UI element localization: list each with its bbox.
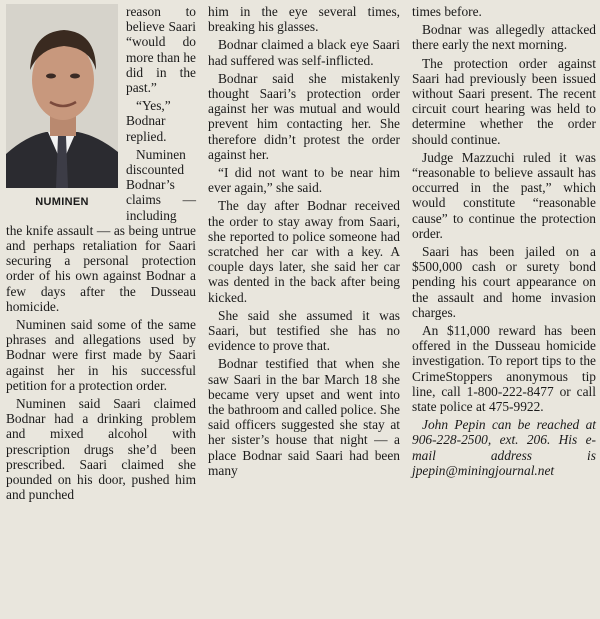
portrait-photo [6,4,118,188]
paragraph: reason to believe Saari “would do more than he did in the past.” [126,4,196,96]
photo-caption: NUMINEN [35,196,89,208]
paragraph: Saari has been jailed on a $500,000 cash or surety bond pending his court appearance on the assault and home invasion charges. [412,244,596,320]
paragraph: Numinen said some of the same phrases and allegations used by Bodnar were first made by Saari against her in his successful petition for a protection order. [6,317,196,393]
article-column-1 [6,4,196,506]
paragraph: An $11,000 reward has been offered in the Dusseau homicide investigation. To report tips to the CrimeStoppers anonymous tip line, call 1-800-222-8477 or call state police at 475-9922. [412,323,596,415]
paragraph: times before. [412,4,482,19]
article-column-3 [412,4,596,481]
paragraph: Bodnar was allegedly attacked there early the next morning. [412,22,596,53]
paragraph: Numinen said Saari claimed Bodnar had a drinking problem and mixed alcohol with prescription drugs she’d been prescribed. Saari claimed she pounded on his door, pushed him and punched [6,396,196,503]
paragraph: Numinen discounted Bodnar’s claims — including the knife assault — as being untrue and perhaps retaliation for Saari securing a personal protection order of his own against Bodnar a few days after the Dusseau homicide. [6,146,196,314]
paragraph: Bodnar testified that when she saw Saari in the bar March 18 she became very upset and went into the bathroom and called police. She said officers suggested she stay at her sister’s house that night — a place Bodnar said Saari had been many [208,356,400,478]
paragraph: The protection order against Saari had previously been issued without Saari present. The recent circuit court hearing was held to determine whether the order should continue. [412,55,596,147]
paragraph: “I did not want to be near him ever again,” she said. [208,165,400,196]
paragraph: The day after Bodnar received the order to stay away from Saari, she reported to police someone had scratched her car with a key. A couple days later, she said her car was dented in the back after being kicked. [208,198,400,305]
photo-block [6,4,118,210]
paragraph: Bodnar claimed a black eye Saari had suffered was self-inflicted. [208,37,400,68]
paragraph: “Yes,” Bodnar replied. [126,98,171,144]
article-column-2 [208,4,400,481]
paragraph: him in the eye several times, breaking his glasses. [208,4,400,35]
author-signature: John Pepin can be reached at 906-228-2500, ext. 206. His e-mail address is jpepin@miningjournal.net [412,417,596,478]
paragraph: She said she assumed it was Saari, but testified she has no evidence to prove that. [208,307,400,354]
paragraph: Judge Mazzuchi ruled it was “reasonable to believe assault has occurred in the past,” which would constitute “reasonable cause” to continue the protection order. [412,149,596,241]
paragraph: Bodnar said she mistakenly thought Saari’s protection order against her was mutual and would prevent him contacting her. She therefore didn’t protest the order against her. [208,70,400,162]
